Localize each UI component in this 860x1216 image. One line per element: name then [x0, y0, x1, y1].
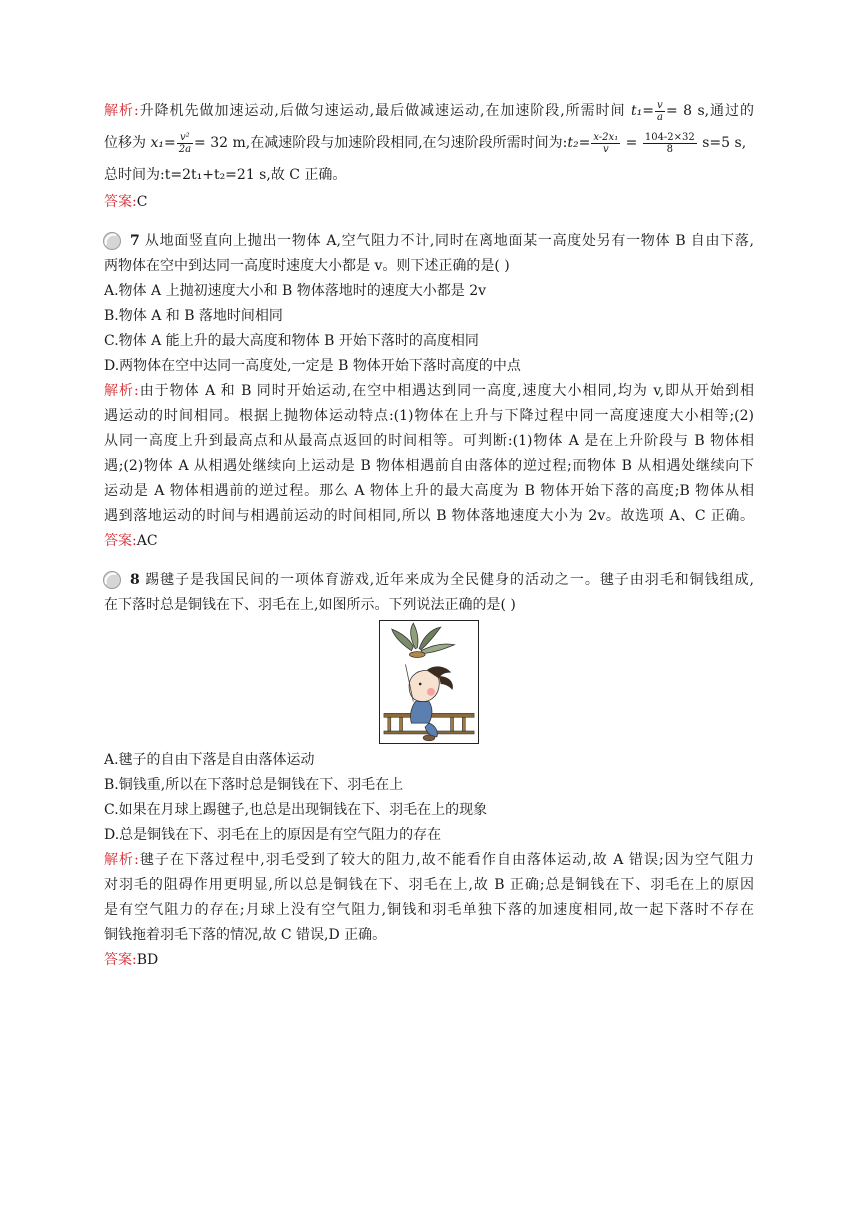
question-8-stem-line-1: 8 踢毽子是我国民间的一项体育游戏,近年来成为全民健身的活动之一。毽子由羽毛和铜钱组成, — [130, 572, 755, 588]
answer-label: 答案: — [104, 194, 137, 210]
solution-label: 解析: — [104, 383, 139, 399]
q6-solution-line-1: 解析:升降机先做加速运动,后做匀速运动,最后做减速运动,在加速阶段,所需时间 t₁= $\frac{v}{a}$ = 8 s,通过的 — [104, 99, 755, 123]
q6-solution-line-3: 总时间为:t=2t₁+t₂=21 s,故 C 正确。 — [104, 167, 347, 183]
fraction-v2-over-2a: $\frac{\text{v²}}{2a}$ — [178, 131, 192, 155]
question-bullet-icon — [102, 570, 122, 590]
fraction-t2: $\frac{\text{x-2x₁}}{v}$ — [593, 131, 619, 155]
question-number: 7 — [130, 233, 140, 249]
question-8-option-b: B.铜钱重,所以在下落时总是铜钱在下、羽毛在上 — [104, 777, 404, 793]
question-7-option-a: A.物体 A 上抛初速度大小和 B 物体落地时的速度大小都是 2v — [104, 283, 487, 299]
solution-label: 解析: — [104, 852, 139, 868]
question-7-stem-line-1: 7 从地面竖直向上抛出一物体 A,空气阻力不计,同时在离地面某一高度处另有一物体 B 自由下落, — [130, 233, 754, 249]
question-8-option-a: A.毽子的自由下落是自由落体运动 — [104, 752, 315, 768]
document-page — [104, 96, 754, 981]
question-8-solution-line-1: 解析:毽子在下落过程中,羽毛受到了较大的阻力,故不能看作自由落体运动,故 A 错误;因为空气阻力 — [104, 852, 754, 868]
question-number: 8 — [130, 572, 140, 588]
question-7-solution-line-4: 遇;(2)物体 A 从相遇处继续向上运动是 B 物体相遇前自由落体的逆过程;而物体 B 从相遇处继续向下 — [104, 458, 754, 474]
question-8-option-d: D.总是铜钱在下、羽毛在上的原因是有空气阻力的存在 — [104, 827, 442, 843]
question-8-stem-line-2: 在下落时总是铜钱在下、羽毛在上,如图所示。下列说法正确的是( ) — [104, 597, 516, 613]
answer-label: 答案: — [104, 952, 137, 968]
q6-answer: 答案:C — [104, 194, 148, 210]
question-7-solution-line-5: 运动是 A 物体相遇前的逆过程。那么 A 物体上升的最大高度为 B 物体开始下落的高度;B 物体从相 — [104, 483, 754, 499]
solution-label: 解析: — [104, 103, 139, 119]
question-7-solution-line-6: 遇到落地运动的时间与相遇前运动的时间相同,所以 B 物体落地速度大小为 2v。故选项 A、C 正确。 — [104, 508, 754, 524]
question-8-answer: 答案:BD — [104, 952, 159, 968]
question-7-solution-line-2: 遇运动的时间相同。根据上抛物体运动特点:(1)物体在上升与下降过程中同一高度速度大小相等;(2) — [104, 408, 754, 424]
question-8-solution-line-4: 铜钱拖着羽毛下落的情况,故 C 错误,D 正确。 — [104, 927, 387, 943]
shuttlecock-illustration — [379, 620, 479, 744]
figure-container — [104, 620, 754, 746]
fraction-t2-value: $\frac{104-2\times 32}{8}$ — [644, 131, 695, 155]
question-8 — [104, 568, 754, 618]
question-8-option-c: C.如果在月球上踢毽子,也总是出现铜钱在下、羽毛在上的现象 — [104, 802, 488, 818]
question-7-option-b: B.物体 A 和 B 落地时间相同 — [104, 308, 283, 324]
question-7-solution-line-1: 解析:由于物体 A 和 B 同时开始运动,在空中相遇达到同一高度,速度大小相同,均为 v,即从开始到相 — [104, 383, 754, 399]
question-7-answer: 答案:AC — [104, 533, 158, 549]
answer-label: 答案: — [104, 533, 137, 549]
question-7 — [104, 229, 754, 279]
question-7-solution-line-3: 从同一高度上升到最高点和从最高点返回的时间相等。可判断:(1)物体 A 是在上升阶段与 B 物体相 — [104, 433, 754, 449]
question-bullet-icon — [102, 231, 122, 251]
question-8-solution-line-2: 对羽毛的阻碍作用更明显,所以总是铜钱在下、羽毛在上,故 B 正确;总是铜钱在下、羽毛在上的原因 — [104, 877, 754, 893]
question-7-stem-line-2: 两物体在空中到达同一高度时速度大小都是 v。则下述正确的是( ) — [104, 258, 510, 274]
fraction-v-over-a: $\frac{v}{a}$ — [656, 99, 663, 123]
question-7-option-c: C.物体 A 能上升的最大高度和物体 B 开始下落时的高度相同 — [104, 333, 479, 349]
q6-solution-line-2: 位移为 x₁= $\frac{\text{v²}}{2a}$ = 32 m,在减速阶段与加速阶段相同,在匀速阶段所需时间为:t₂= $\frac{\text{x-2x₁}}{v}$ = $\frac{104-2\times 32}{8}$ s=5 s, — [104, 131, 747, 155]
question-7-option-d: D.两物体在空中达同一高度处,一定是 B 物体开始下落时高度的中点 — [104, 358, 521, 374]
question-8-solution-line-3: 是有空气阻力的存在;月球上没有空气阻力,铜钱和羽毛单独下落的加速度相同,故一起下落时不存在 — [104, 902, 754, 918]
